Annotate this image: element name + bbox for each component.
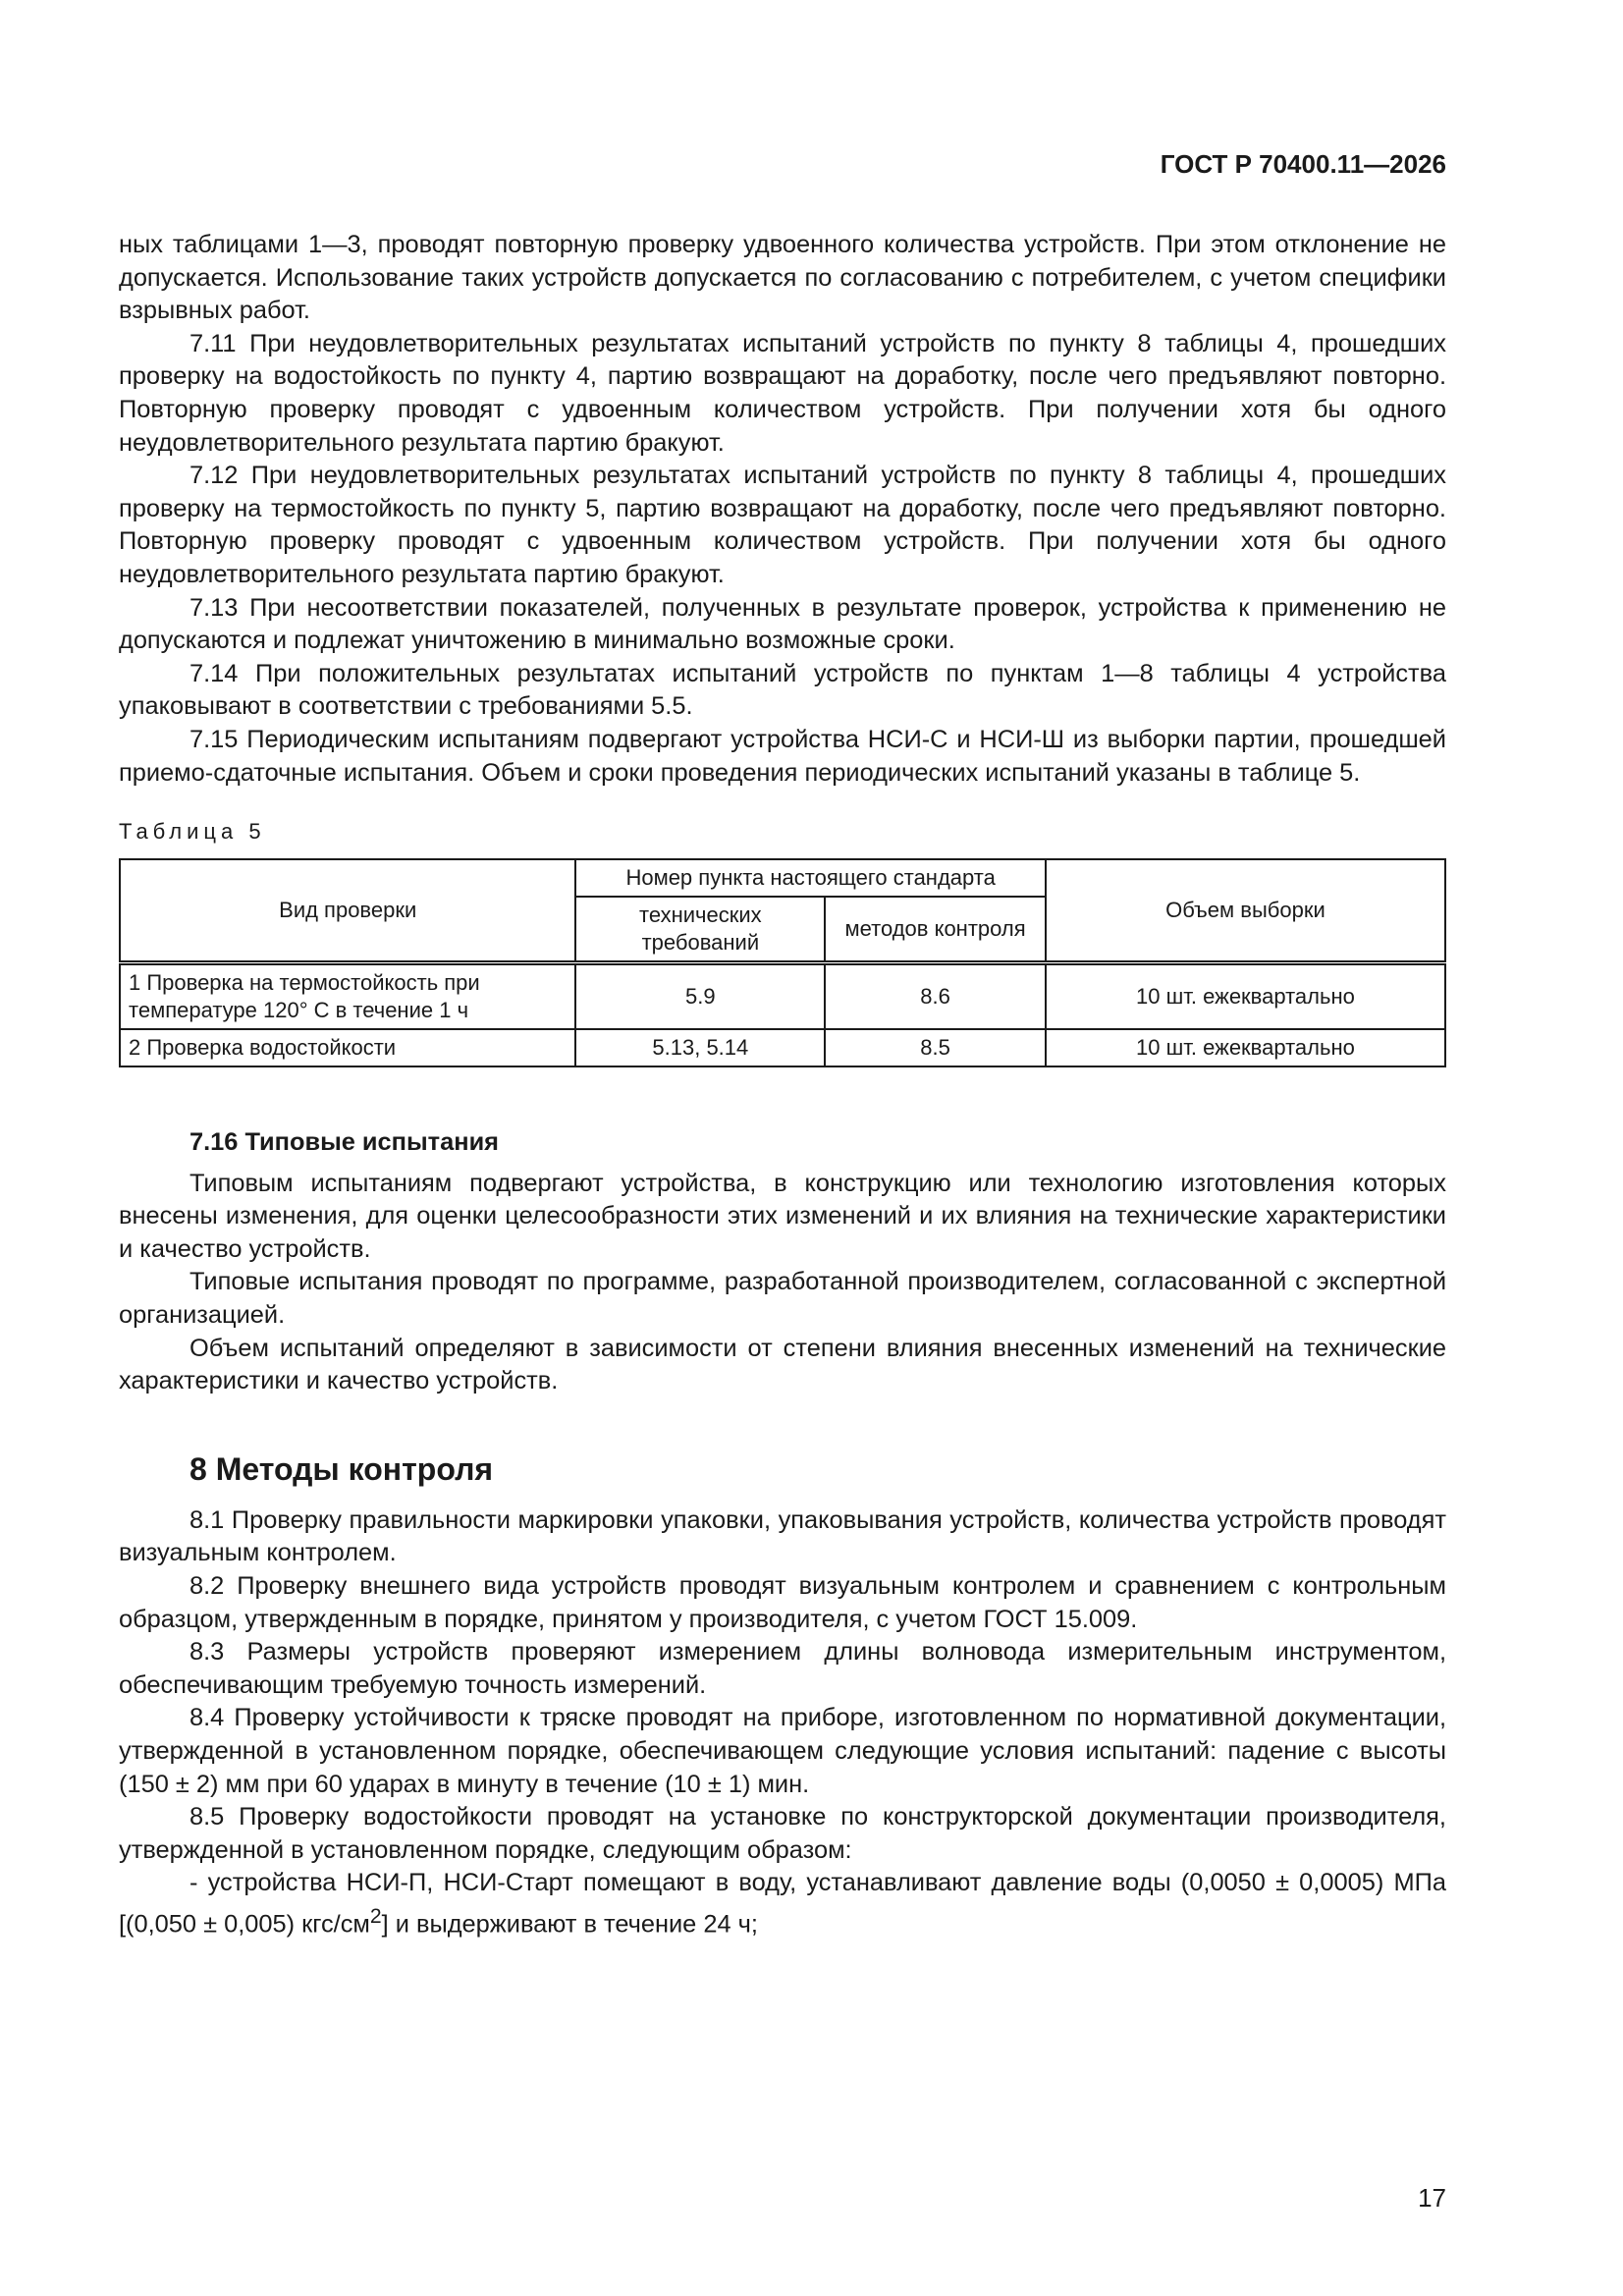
paragraph: Типовые испытания проводят по программе, разработанной производителем, согласованной с экспертной организацией. xyxy=(119,1268,1446,1330)
table-row xyxy=(120,1029,1445,1066)
paragraph-text: ] и выдерживают в течение 24 ч; xyxy=(381,1910,758,1939)
cell-volume: 10 шт. ежеквартально xyxy=(1046,963,1445,1030)
paragraphs-top xyxy=(119,229,1446,790)
paragraph: 7.13 При несоответствии показателей, полученных в результате проверок, устройства к применению не допускаются и подлежат уничтожению в минимально возможные сроки. xyxy=(119,593,1446,655)
section-heading: 8 Методы контроля xyxy=(189,1450,494,1487)
cell-volume: 10 шт. ежеквартально xyxy=(1046,1029,1445,1066)
section-716-body xyxy=(119,1168,1446,1398)
table-5 xyxy=(119,858,1446,1067)
cell-req: 5.9 xyxy=(575,963,825,1030)
page-number: 17 xyxy=(1418,2183,1446,2213)
page-content xyxy=(119,229,1446,1941)
header-check-type: Вид проверки xyxy=(120,859,575,963)
subsection-heading: 7.16 Типовые испытания xyxy=(189,1128,500,1157)
paragraph: 7.14 При положительных результатах испытаний устройств по пунктам 1—8 таблицы 4 устройства упаковывают в соответствии с требованиями 5.5. xyxy=(119,659,1446,721)
paragraph-water-pressure xyxy=(119,1867,1446,1941)
section-8-body xyxy=(119,1504,1446,1868)
paragraph: 7.12 При неудовлетворительных результатах испытаний устройств по пункту 8 таблицы 4, прошедших проверку на термостойкость по пункту 5, партию возвращают на доработку, после чего предъявляют повторно. Повторную проверку проводят с удвоенным количеством устройств. При получении хотя бы одного неудовлетворительного результата партию бракуют. xyxy=(119,462,1446,588)
cell-method: 8.6 xyxy=(825,963,1046,1030)
cell-check: 2 Проверка водостойкости xyxy=(120,1029,575,1066)
document-header: ГОСТ Р 70400.11—2026 xyxy=(1160,149,1446,179)
paragraph: ных таблицами 1—3, проводят повторную проверку удвоенного количества устройств. При этом отклонение не допускается. Использование таких устройств допускается по согласованию с потребителем, с учетом специфики взрывных работ. xyxy=(119,231,1446,325)
cell-check: 1 Проверка на термостойкость при температуре 120° С в течение 1 ч xyxy=(120,963,575,1030)
paragraph: Типовым испытаниям подвергают устройства, в конструкцию или технологию изготовления которых внесены изменения, для оценки целесообразности этих изменений и их влияния на технические характеристики и качество устройств. xyxy=(119,1169,1446,1263)
cell-method: 8.5 xyxy=(825,1029,1046,1066)
cell-req: 5.13, 5.14 xyxy=(575,1029,825,1066)
header-sample-volume: Объем выборки xyxy=(1046,859,1445,963)
header-tech-requirements: технических требований xyxy=(575,897,825,963)
table-row xyxy=(120,963,1445,1030)
paragraph: 8.3 Размеры устройств проверяют измерением длины волновода измерительным инструментом, обеспечивающим требуемую точность измерений. xyxy=(119,1638,1446,1699)
paragraph: 8.1 Проверку правильности маркировки упаковки, упаковывания устройств, количества устройств проводят визуальным контролем. xyxy=(119,1505,1446,1567)
paragraph-text: - устройства НСИ-П, НСИ-Старт помещают в воду, устанавливают давление воды (0,0050 ± 0,0005) МПа [(0,050 ± 0,005) кгс/см xyxy=(119,1869,1446,1939)
paragraph: 8.2 Проверку внешнего вида устройств проводят визуальным контролем и сравнением с контрольным образцом, утвержденным в порядке, принятом у производителя, с учетом ГОСТ 15.009. xyxy=(119,1572,1446,1633)
header-clause-number: Номер пункта настоящего стандарта xyxy=(575,859,1045,897)
superscript: 2 xyxy=(369,1904,382,1928)
table-caption: Таблица 5 xyxy=(119,819,266,845)
header-control-methods: методов контроля xyxy=(825,897,1046,963)
paragraph: 8.4 Проверку устойчивости к тряске проводят на приборе, изготовленном по нормативной документации, утвержденной в установленном порядке, обеспечивающем следующие условия испытаний: падение с высоты (150 ± 2) мм при 60 ударах в минуту в течение (10 ± 1) мин. xyxy=(119,1704,1446,1798)
paragraph: 7.15 Периодическим испытаниям подвергают устройства НСИ-С и НСИ-Ш из выборки партии, прошедшей приемо-сдаточные испытания. Объем и сроки проведения периодических испытаний указаны в таблице 5. xyxy=(119,725,1446,787)
paragraph: 8.5 Проверку водостойкости проводят на установке по конструкторской документации производителя, утвержденной в установленном порядке, следующим образом: xyxy=(119,1803,1446,1864)
paragraph: 7.11 При неудовлетворительных результатах испытаний устройств по пункту 8 таблицы 4, прошедших проверку на водостойкость по пункту 4, партию возвращают на доработку, после чего предъявляют повторно. Повторную проверку проводят с удвоенным количеством устройств. При получении хотя бы одного неудовлетворительного результата партию бракуют. xyxy=(119,329,1446,457)
paragraph: Объем испытаний определяют в зависимости от степени влияния внесенных изменений на технические характеристики и качество устройств. xyxy=(119,1334,1446,1395)
